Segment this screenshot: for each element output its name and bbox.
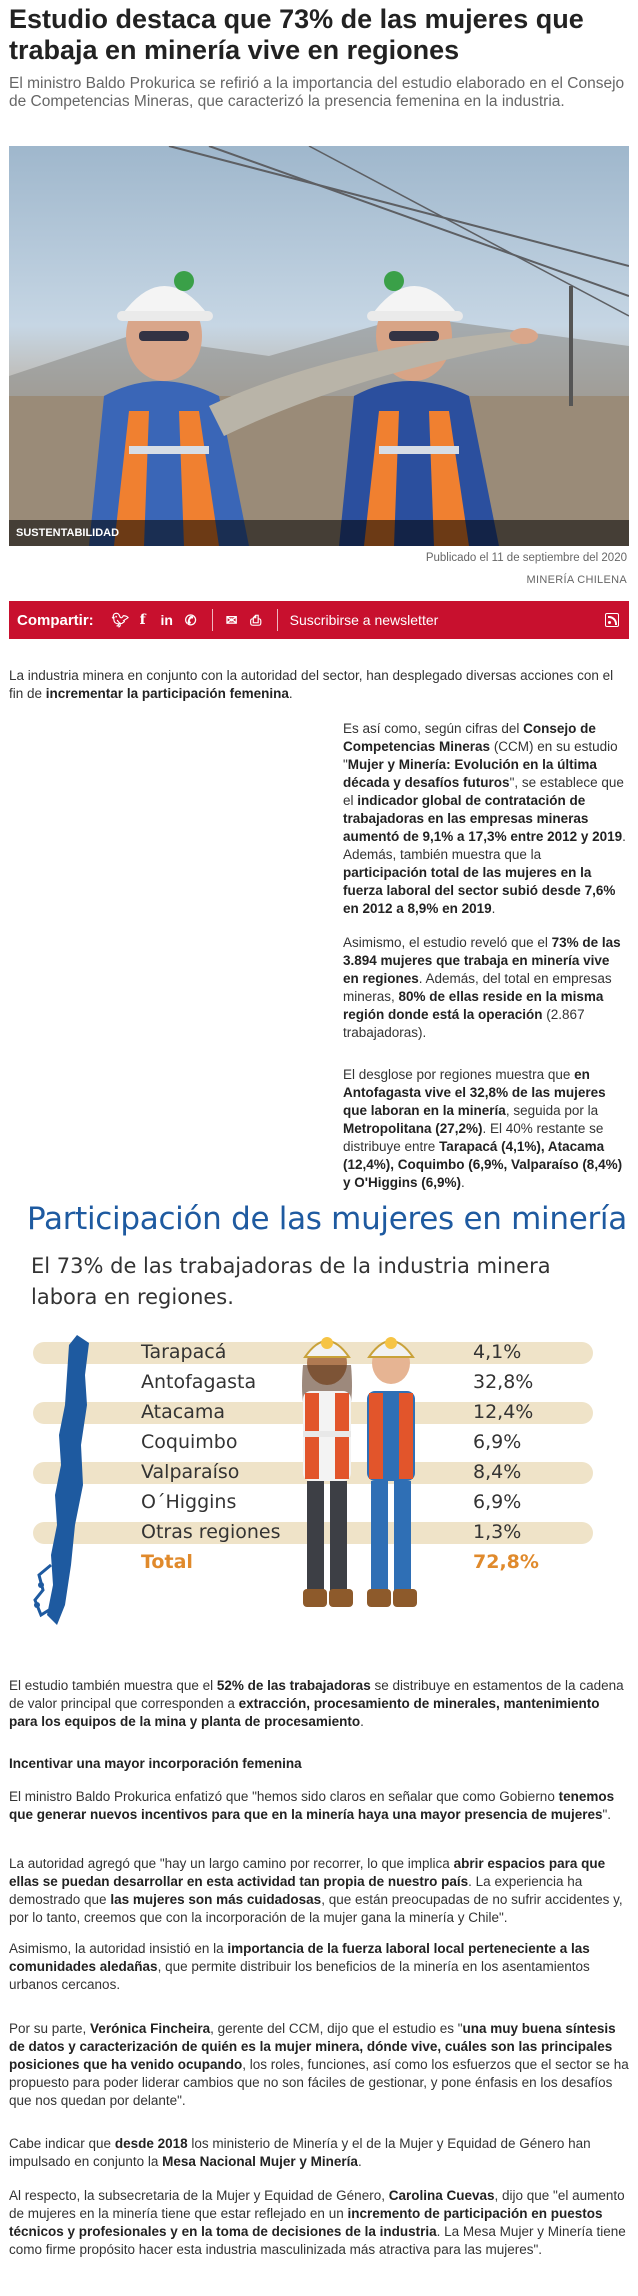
region-name: Coquimbo [141,1431,238,1453]
text-run: , gerente del CCM, dijo que el estudio es " [210,2021,463,2036]
text-run-bold: incremento de participación en puestos técnicos y profesionales y en la toma de decisiones de la industria [9,2206,603,2239]
paragraph-mesa-nacional [9,2135,629,2171]
text-run: ", se establece que el [343,775,624,808]
text-run: Al respecto, la subsecretaria de la Mujer y Equidad de Género, [9,2188,389,2203]
share-bar [9,601,629,639]
text-run-bold: tenemos que generar nuevos incentivos para que en la minería haya una mayor presencia de mujeres [9,1789,615,1822]
whatsapp-icon[interactable]: ✆ [184,611,197,628]
region-value: 72,8% [473,1551,539,1573]
text-run-bold: participación total de las mujeres en la fuerza laboral del sector subió desde 7,6% en 2012 a 8,9% en 2019 [343,865,616,916]
text-run: El estudio también muestra que el [9,1678,217,1693]
chile-map-icon [29,1335,119,1625]
text-run-bold: importancia de la fuerza laboral local perteneciente a las comunidades aledañas [9,1941,590,1974]
image-category-tag: SUSTENTABILIDAD [9,520,629,546]
newsletter-link[interactable]: Suscribirse a newsletter [289,612,439,628]
text-run: (2.867 trabajadoras). [343,1007,585,1040]
text-run: El ministro Baldo Prokurica enfatizó que "hemos sido claros en señalar que como Gobierno [9,1789,559,1804]
region-name: Valparaíso [141,1461,240,1483]
text-run: se distribuye en estamentos de la cadena de valor principal que corresponden a [9,1678,624,1711]
text-run-bold: 73% de las 3.894 mujeres que trabaja en minería vive en regiones [343,935,621,986]
text-run: . [357,2154,362,2169]
region-name: Total [141,1551,193,1573]
text-run: . Además, del total en empresas mineras, [343,971,612,1004]
text-run-bold: Tarapacá (4,1%), Atacama (12,4%), Coquimbo (6,9%, Valparaíso (8,4%) y O'Higgins (6,9%) [343,1139,623,1190]
women-miners-illustration [289,1321,429,1631]
region-value: 8,4% [473,1461,522,1483]
article-headline: Estudio destaca que 73% de las mujeres que trabaja en minería vive en regiones [9,4,584,65]
infographic-title: Participación de las mujeres en minería [27,1201,627,1237]
region-value: 1,3% [473,1521,522,1543]
paragraph-ccm-study [343,720,626,918]
text-run: La industria minera en conjunto con la autoridad del sector, han desplegado diversas acciones con el fin de [9,668,614,701]
hero-photo-illustration [9,146,629,546]
paragraph-intro [9,667,629,703]
text-run-bold: Verónica Fincheira [90,2021,211,2036]
text-run: ". [602,1807,612,1822]
email-icon[interactable]: ✉ [225,611,238,628]
text-run-bold: Metropolitana (27,2%) [343,1121,483,1136]
text-run: . [360,1714,364,1729]
section-subheading: Incentivar una mayor incorporación femenina [9,1756,302,1771]
facebook-icon[interactable]: f [139,612,146,628]
text-run-bold: Carolina Cuevas [388,2188,495,2203]
region-name: Tarapacá [141,1341,227,1363]
share-divider [277,609,278,631]
text-run: . [288,686,293,701]
text-run-bold: extracción, procesamiento de minerales, mantenimiento para los equipos de la mina y planta de procesamiento [9,1696,600,1729]
text-run-bold: las mujeres son más cuidadosas [110,1892,322,1907]
region-value: 6,9% [473,1431,522,1453]
text-run: (CCM) en su estudio " [343,739,618,772]
linkedin-icon[interactable]: in [160,612,173,628]
region-name: O´Higgins [141,1491,237,1513]
region-value: 6,9% [473,1491,522,1513]
text-run-bold: Mesa Nacional Mujer y Minería [162,2154,358,2169]
region-value: 4,1% [473,1341,522,1363]
text-run: , los roles, funciones, así como los esfuerzos que el sector se ha propuesto para poder liderar cambios que no son fáciles de gestionar, y pone énfasis en los desafíos que nos quedan por delante". [9,2057,629,2108]
share-divider [212,609,213,631]
text-run: . [491,901,496,916]
text-run-bold: una muy buena síntesis de datos y caracterización de quién es la mujer minera, dónde vive, cuáles son las principales posiciones que ha venido ocupando [9,2021,616,2072]
text-run-bold: 80% de ellas reside en la misma región donde está la operación [343,989,604,1022]
region-name: Antofagasta [141,1371,257,1393]
text-run-bold: Consejo de Competencias Mineras [343,721,596,754]
paragraph-authority [9,1855,629,1927]
text-run: los ministerio de Minería y el de la Mujer y Equidad de Género han impulsado en conjunto la [9,2136,591,2169]
hero-image[interactable] [9,146,629,546]
print-icon[interactable]: ⎙ [250,611,262,628]
region-value: 32,8% [473,1371,534,1393]
paragraph-cuevas [9,2187,629,2259]
paragraph-minister [9,1788,629,1824]
text-run: . La Mesa Mujer y Minería tiene como firme propósito hacer esta industria masculinizada más atractiva para las mujeres". [9,2224,626,2257]
text-run: . Además, también muestra que la [343,829,626,862]
text-run: La autoridad agregó que "hay un largo camino por recorrer, lo que implica [9,1856,454,1871]
text-run-bold: incrementar la participación femenina [45,686,289,701]
text-run: , que permite distribuir los beneficios de la minería en los asentamientos urbanos cercanos. [9,1959,590,1992]
text-run: , dijo que "el aumento de mujeres en la minería tiene que estar reflejado en un [9,2188,625,2221]
rss-icon[interactable] [605,613,619,627]
text-run-bold: desde 2018 [114,2136,188,2151]
text-run: El desglose por regiones muestra que [343,1067,575,1082]
region-name: Otras regiones [141,1521,281,1543]
text-run: , que están preocupadas de no sufrir accidentes y, por lo tanto, creemos que con la incorporación de la mujer gana la minería y Chile". [9,1892,623,1925]
region-name: Atacama [141,1401,225,1423]
twitter-icon[interactable]: 🐦︎ [111,611,130,628]
paragraph-local-workforce [9,1940,629,1994]
text-run: Asimismo, el estudio reveló que el [343,935,552,950]
infographic-subtitle: El 73% de las trabajadoras de la industria minera labora en regiones. [31,1254,551,1309]
text-run-bold: indicador global de contratación de trabajadoras en las empresas mineras aumentó de 9,1% a 17,3% entre 2012 y 2019 [343,793,623,844]
article-summary: El ministro Baldo Prokurica se refirió a la importancia del estudio elaborado en el Consejo de Competencias Mineras, que caracterizó la presencia femenina en la industria. [9,75,625,110]
paragraph-breakdown [343,1066,626,1192]
infographic [9,1193,629,1653]
region-value: 12,4% [473,1401,534,1423]
share-label: Compartir: [17,611,94,629]
publish-date: Publicado el 11 de septiembre del 2020 [425,552,627,564]
text-run-bold: 52% de las trabajadoras [216,1678,371,1693]
article-source[interactable]: MINERÍA CHILENA [526,574,627,586]
text-run: Cabe indicar que [9,2136,115,2151]
text-run: . El 40% restante se distribuye entre [343,1121,604,1154]
text-run-bold: abrir espacios para que ellas se puedan desarrollar en esta actividad tan propia de nuestro país [9,1856,606,1889]
text-run: Asimismo, la autoridad insistió en la [9,1941,228,1956]
text-run: . La experiencia ha demostrado que [9,1874,583,1907]
text-run: , seguida por la [505,1103,599,1118]
text-run-bold: en Antofagasta vive el 32,8% de las mujeres que laboran en la minería [343,1067,606,1118]
text-run: . [460,1175,465,1190]
paragraph-fincheira [9,2020,629,2110]
text-run-bold: Mujer y Minería: Evolución en la última década y desafíos futuros [343,757,597,790]
paragraph-regions [343,934,626,1042]
text-run: Por su parte, [9,2021,91,2036]
text-run: Es así como, según cifras del [343,721,524,736]
paragraph-value-chain [9,1677,629,1731]
